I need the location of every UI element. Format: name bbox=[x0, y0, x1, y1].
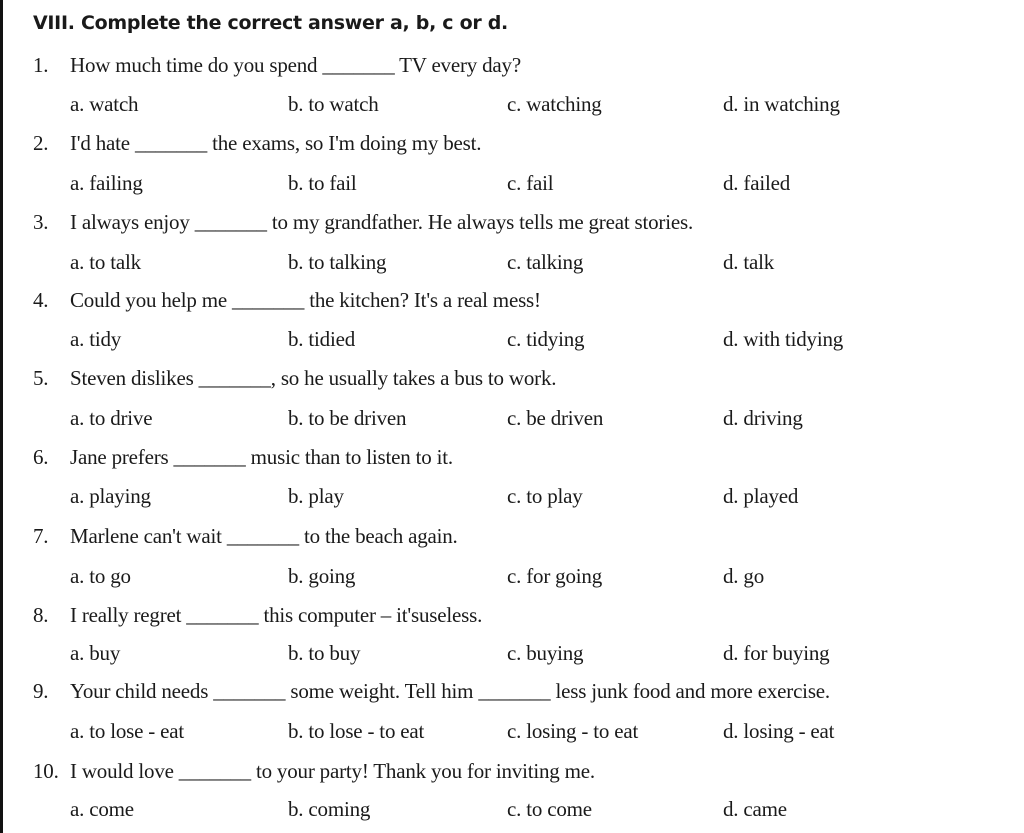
question-text: I'd hate _______ the exams, so I'm doing my best. bbox=[70, 131, 482, 155]
options-9 bbox=[0, 719, 1024, 749]
option-a[interactable]: a. failing bbox=[70, 171, 143, 195]
options-3 bbox=[0, 250, 1024, 280]
option-c[interactable]: c. tidying bbox=[507, 327, 585, 351]
option-a[interactable]: a. watch bbox=[70, 92, 139, 116]
question-4 bbox=[33, 288, 541, 318]
question-text: How much time do you spend _______ TV every day? bbox=[70, 53, 521, 77]
option-b[interactable]: b. to lose - to eat bbox=[288, 719, 425, 743]
option-c[interactable]: c. be driven bbox=[507, 406, 604, 430]
question-number: 2. bbox=[33, 131, 49, 155]
option-d[interactable]: d. with tidying bbox=[723, 327, 844, 351]
question-number: 1. bbox=[33, 53, 49, 77]
option-b[interactable]: b. coming bbox=[288, 797, 371, 821]
option-b[interactable]: b. to buy bbox=[288, 641, 361, 665]
option-c[interactable]: c. watching bbox=[507, 92, 602, 116]
question-6 bbox=[33, 445, 453, 475]
option-d[interactable]: d. driving bbox=[723, 406, 803, 430]
options-5 bbox=[0, 406, 1024, 436]
question-number: 6. bbox=[33, 445, 49, 469]
options-7 bbox=[0, 564, 1024, 594]
options-6 bbox=[0, 484, 1024, 514]
option-b[interactable]: b. to be driven bbox=[288, 406, 407, 430]
question-text: Jane prefers _______ music than to listen to it. bbox=[70, 445, 453, 469]
option-d[interactable]: d. go bbox=[723, 564, 765, 588]
question-1 bbox=[33, 53, 521, 83]
option-c[interactable]: c. to play bbox=[507, 484, 583, 508]
option-a[interactable]: a. playing bbox=[70, 484, 151, 508]
option-a[interactable]: a. tidy bbox=[70, 327, 122, 351]
question-text: Could you help me _______ the kitchen? It's a real mess! bbox=[70, 288, 541, 312]
question-number: 10. bbox=[33, 759, 59, 783]
option-b[interactable]: b. going bbox=[288, 564, 356, 588]
option-d[interactable]: d. played bbox=[723, 484, 799, 508]
option-c[interactable]: c. for going bbox=[507, 564, 602, 588]
question-number: 3. bbox=[33, 210, 49, 234]
question-10 bbox=[33, 759, 595, 789]
question-7 bbox=[33, 524, 458, 554]
option-d[interactable]: d. in watching bbox=[723, 92, 840, 116]
question-text: Steven dislikes _______, so he usually takes a bus to work. bbox=[70, 366, 557, 390]
options-10 bbox=[0, 797, 1024, 827]
question-3 bbox=[33, 210, 693, 240]
option-b[interactable]: b. to talking bbox=[288, 250, 387, 274]
exercise-heading: VIII. Complete the correct answer a, b, c or d. bbox=[33, 12, 508, 34]
option-d[interactable]: d. failed bbox=[723, 171, 791, 195]
option-b[interactable]: b. to fail bbox=[288, 171, 357, 195]
option-c[interactable]: c. buying bbox=[507, 641, 584, 665]
question-text: Marlene can't wait _______ to the beach again. bbox=[70, 524, 458, 548]
question-number: 4. bbox=[33, 288, 49, 312]
option-c[interactable]: c. to come bbox=[507, 797, 592, 821]
question-number: 5. bbox=[33, 366, 49, 390]
question-8 bbox=[33, 603, 482, 633]
option-c[interactable]: c. losing - to eat bbox=[507, 719, 639, 743]
option-a[interactable]: a. come bbox=[70, 797, 134, 821]
option-c[interactable]: c. fail bbox=[507, 171, 554, 195]
option-d[interactable]: d. losing - eat bbox=[723, 719, 835, 743]
question-text: I always enjoy _______ to my grandfather. He always tells me great stories. bbox=[70, 210, 693, 234]
option-b[interactable]: b. play bbox=[288, 484, 344, 508]
option-b[interactable]: b. to watch bbox=[288, 92, 379, 116]
question-number: 8. bbox=[33, 603, 49, 627]
option-d[interactable]: d. for buying bbox=[723, 641, 830, 665]
option-d[interactable]: d. talk bbox=[723, 250, 775, 274]
option-b[interactable]: b. tidied bbox=[288, 327, 356, 351]
option-a[interactable]: a. buy bbox=[70, 641, 121, 665]
options-1 bbox=[0, 92, 1024, 122]
options-8 bbox=[0, 641, 1024, 671]
question-text: Your child needs _______ some weight. Tell him _______ less junk food and more exercise. bbox=[70, 679, 830, 703]
option-a[interactable]: a. to lose - eat bbox=[70, 719, 185, 743]
question-5 bbox=[33, 366, 556, 396]
options-4 bbox=[0, 327, 1024, 357]
option-a[interactable]: a. to go bbox=[70, 564, 131, 588]
question-9 bbox=[33, 679, 830, 709]
question-number: 9. bbox=[33, 679, 49, 703]
option-a[interactable]: a. to talk bbox=[70, 250, 141, 274]
question-text: I would love _______ to your party! Thank you for inviting me. bbox=[70, 759, 595, 783]
option-c[interactable]: c. talking bbox=[507, 250, 584, 274]
option-a[interactable]: a. to drive bbox=[70, 406, 153, 430]
option-d[interactable]: d. came bbox=[723, 797, 787, 821]
question-text: I really regret _______ this computer – it'suseless. bbox=[70, 603, 483, 627]
question-2 bbox=[33, 131, 481, 161]
options-2 bbox=[0, 171, 1024, 201]
question-number: 7. bbox=[33, 524, 49, 548]
